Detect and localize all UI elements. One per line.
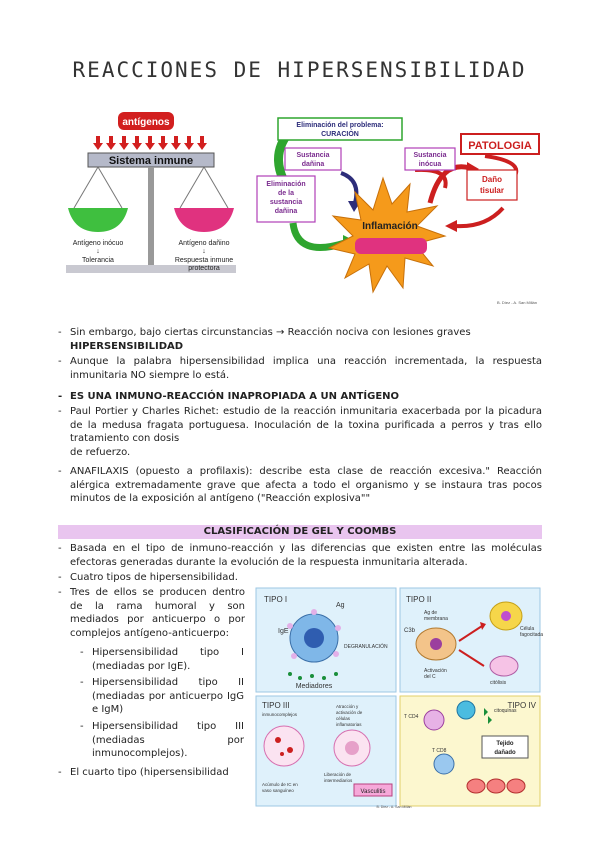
- aunque-text: Aunque la palabra hipersensibilidad implica una reacción incrementada, la respuesta inmunitaria NO siempre lo está.: [70, 356, 542, 381]
- sustancia-inocua-label-2: inócua: [418, 161, 442, 168]
- mediadores-label: Mediadores: [295, 683, 333, 690]
- dano-label: Daño: [482, 175, 502, 184]
- citoquinas-label: citoquinas: [494, 708, 517, 714]
- right-pan-arrow: ↓: [202, 248, 206, 255]
- sub-item-tipo2: - Hipersensibilidad tipo II (mediadas por anticuerpo IgG e IgM): [80, 677, 244, 715]
- inflammation-cycle-figure: [245, 108, 545, 308]
- sustancia-danina-label: Sustancia: [296, 152, 330, 159]
- inmuno-reaccion-text: ES UNA INMUNO-REACCIÓN INAPROPIADA A UN ANTÍGENO: [70, 391, 400, 402]
- celula-fagocitada-label-2: fagocitada: [520, 632, 544, 638]
- elim-label-4: dañina: [274, 208, 298, 215]
- hipersensibilidad-bold: HIPERSENSIBILIDAD: [70, 340, 184, 352]
- cuarto-text: El cuarto tipo (hipersensibilidad: [70, 767, 229, 778]
- inflamacion-starburst: [329, 178, 445, 292]
- tipo3-text: Hipersensibilidad tipo III (mediadas por inmunocomplejos).: [92, 721, 244, 759]
- sustancia-danina-label-2: dañina: [301, 161, 325, 168]
- portier-text: Paul Portier y Charles Richet: estudio de la reacción inmunitaria exacerbada por la picadura de la medusa fragata portuguesa. Inoculación de la toxina purificada a perros y tras ello tratamiento con dosis: [70, 406, 542, 444]
- ige-label: IgE: [278, 628, 289, 635]
- citolisis-label: citólisis: [490, 680, 507, 686]
- paragraph-tres: - Tres de ellos se producen dentro de la rama humoral y son mediados por anticuerpo o por complejos antígeno-anticuerpo:: [58, 587, 245, 639]
- cuatro-text: Cuatro tipos de hipersensibilidad.: [70, 572, 238, 583]
- vasculitis-label: Vasculitis: [360, 789, 386, 795]
- antigen-arrows: [93, 136, 207, 150]
- atraccion-label-2: activación de: [336, 710, 363, 715]
- inflamacion-label: Inflamación: [362, 221, 418, 232]
- sistema-inmune-label: Sistema inmune: [108, 155, 194, 167]
- left-pan: [68, 208, 128, 232]
- antigenos-label: antígenos: [122, 117, 170, 128]
- sub-item-tipo3: - Hipersensibilidad tipo III (mediadas por inmunocomplejos).: [80, 721, 244, 759]
- atraccion-label-1: Atracción y: [336, 704, 359, 709]
- c3b-label: C3b: [404, 628, 416, 634]
- ag-membrana-label: Ag de: [424, 610, 438, 616]
- intro-text: Sin embargo, bajo ciertas circunstancias → Reacción nociva con lesiones graves: [70, 327, 471, 338]
- paragraph-cuarto: - El cuarto tipo (hipersensibilidad: [58, 767, 229, 778]
- paragraph-inmuno-reaccion: - ES UNA INMUNO-REACCIÓN INAPROPIADA A UN ANTÍGENO: [58, 391, 400, 402]
- left-pan-arrow: ↓: [96, 248, 100, 255]
- acumulo-label: Acúmulo de IC en: [262, 782, 298, 787]
- activacion-c-label: Activación: [424, 668, 447, 674]
- vessel: [355, 238, 427, 254]
- paragraph-anafilaxis: - ANAFILAXIS (opuesto a profilaxis): describe esta clase de reacción excesiva." Reacción alérgica extremadamente grave que afecta a todo el organismo y se instaura tras pocos minutos de la exposición al antígeno ("Reacción explosiva"": [58, 466, 542, 504]
- figure3-credit: B. Díez - A. San Millán: [376, 805, 412, 809]
- anafilaxis-text: ANAFILAXIS (opuesto a profilaxis): describe esta clase de reacción excesiva." Reacción alérgica extremadamente grave que afecta a todo el organismo y se instaura tras pocos minutos de la exposición al antígeno ("Reacción explosiva"": [70, 466, 542, 504]
- tejido-label: Tejido: [496, 741, 514, 747]
- basada-text: Basada en el tipo de inmuno-reacción y las diferencias que existen entre las moléculas efectoras generadas durante la evolución de la respuesta inmunitaria alterada.: [70, 543, 542, 568]
- tisular-label: tisular: [479, 186, 505, 195]
- tres-text: Tres de ellos se producen dentro de la rama humoral y son mediados por anticuerpo o por complejos antígeno-anticuerpo:: [70, 587, 245, 639]
- tipo4-title: TIPO IV: [507, 701, 536, 710]
- tcd8-label: T CD8: [432, 748, 447, 754]
- patologia-label: PATOLOGIA: [468, 140, 532, 152]
- sustancia-inocua-label: Sustancia: [413, 152, 447, 159]
- balance-pillar: [148, 167, 154, 267]
- tcd4-label: T CD4: [404, 714, 419, 720]
- paragraph-aunque: - Aunque la palabra hipersensibilidad implica una reacción incrementada, la respuesta inmunitaria NO siempre lo está.: [58, 356, 542, 381]
- tipo3-title: TIPO III: [262, 701, 290, 710]
- liberacion-label: Liberación de: [324, 772, 352, 777]
- page-title: REACCIONES DE HIPERSENSIBILIDAD: [72, 58, 527, 82]
- elim-label-1: Eliminación: [266, 181, 306, 188]
- paragraph-portier: - Paul Portier y Charles Richet: estudio de la reacción inmunitaria exacerbada por la picadura de la medusa fragata portuguesa. Inoculación de la toxina purificada a perros y tras ello tratamiento con dosis de refuerzo.: [58, 406, 542, 458]
- celula-fagocitada-label: Célula: [520, 626, 535, 632]
- left-pan-label: Antígeno inócuo: [72, 240, 124, 247]
- section-heading: CLASIFICACIÓN DE GEL Y COOMBS: [58, 525, 542, 539]
- atraccion-label-3: células: [336, 716, 351, 721]
- tipo2-text: Hipersensibilidad tipo II (mediadas por anticuerpo IgG e IgM): [92, 677, 244, 715]
- tolerancia-label: Tolerancia: [82, 257, 114, 264]
- activacion-c-label-2: del C: [424, 674, 436, 680]
- atraccion-label-4: inflamatorias: [336, 722, 362, 727]
- protectora-label: protectora: [188, 265, 220, 272]
- acumulo-label-2: vaso sanguíneo: [262, 788, 294, 793]
- portier-tail: de refuerzo.: [70, 446, 131, 458]
- sub-item-tipo1: - Hipersensibilidad tipo I (mediadas por IgE).: [80, 647, 244, 672]
- paragraph-basada: - Basada en el tipo de inmuno-reacción y las diferencias que existen entre las moléculas efectoras generadas durante la evolución de la respuesta inmunitaria alterada.: [58, 543, 542, 568]
- elim-label-3: sustancia: [269, 199, 303, 206]
- immune-balance-figure: [62, 108, 240, 280]
- inmunocomplejos-label: inmunocomplejos: [262, 712, 298, 717]
- paragraph-intro: - Sin embargo, bajo ciertas circunstancias → Reacción nociva con lesiones graves HIPERSENSIBILIDAD: [58, 327, 471, 352]
- respuesta-label: Respuesta inmune: [174, 257, 234, 264]
- right-pan: [174, 208, 234, 232]
- paragraph-cuatro: - Cuatro tipos de hipersensibilidad.: [58, 572, 238, 583]
- curacion-label: Eliminación del problema:: [296, 122, 384, 129]
- tipo1-text: Hipersensibilidad tipo I (mediadas por IgE).: [92, 647, 244, 672]
- tipo1-title: TIPO I: [264, 595, 288, 604]
- degranulacion-label: DEGRANULACIÓN: [344, 644, 388, 650]
- tipo2-title: TIPO II: [406, 595, 432, 604]
- curacion-label-2: CURACIÓN: [321, 131, 359, 138]
- right-pan-label: Antígeno dañino: [178, 240, 230, 247]
- hypersensitivity-types-figure: [254, 586, 544, 810]
- ag-membrana-label-2: membrana: [424, 616, 448, 622]
- liberacion-label-2: intermediarios: [324, 778, 353, 783]
- elim-label-2: de la: [278, 190, 294, 197]
- figure-credit: B. Díez - A. San Millán: [496, 300, 537, 305]
- danado-label: dañado: [494, 750, 516, 756]
- ag-label: Ag: [336, 602, 345, 609]
